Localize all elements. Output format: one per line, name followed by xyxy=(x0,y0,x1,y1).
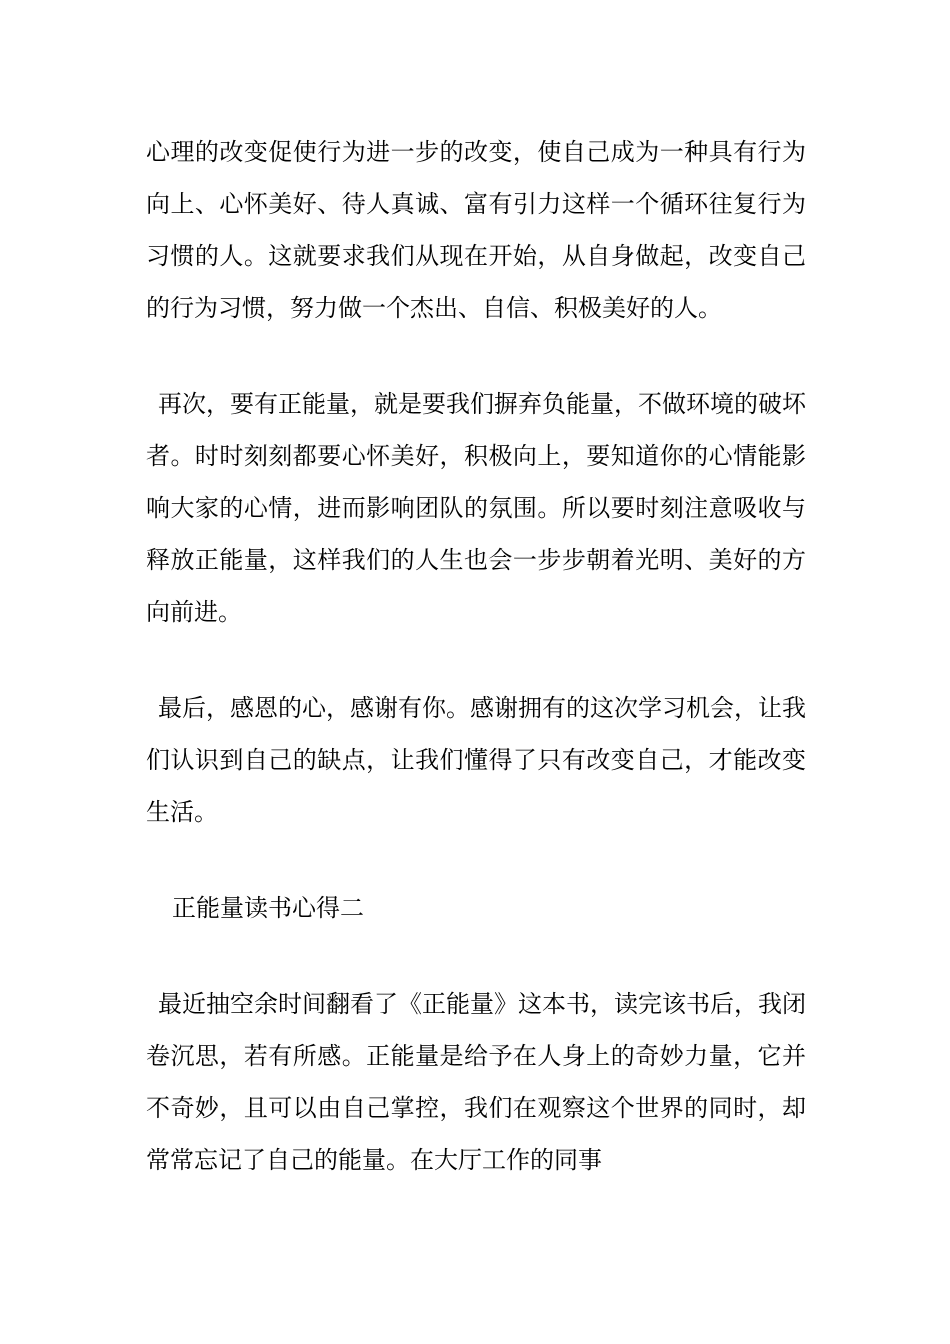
paragraph-spacer xyxy=(146,334,806,378)
paragraph-positive-energy: 再次，要有正能量，就是要我们摒弃负能量，不做环境的破坏者。时时刻刻都要心怀美好，积极向上，要知道你的心情能影响大家的心情，进而影响团队的氛围。所以要时刻注意吸收与释放正能量，这样我们的人生也会一步步朝着光明、美好的方向前进。 xyxy=(146,390,806,626)
paragraph-spacer xyxy=(146,934,806,978)
paragraph-spacer xyxy=(146,638,806,682)
paragraph-behavior-change: 心理的改变促使行为进一步的改变，使自己成为一种具有行为向上、心怀美好、待人真诚、富有引力这样一个循环往复行为习惯的人。这就要求我们从现在开始，从自身做起，改变自己的行为习惯，努力做一个杰出、自信、积极美好的人。 xyxy=(146,138,806,322)
paragraph-gratitude: 最后，感恩的心，感谢有你。感谢拥有的这次学习机会，让我们认识到自己的缺点，让我们懂得了只有改变自己，才能改变生活。 xyxy=(146,694,806,826)
document-body xyxy=(146,126,806,1186)
paragraph-book-reflection: 最近抽空余时间翻看了《正能量》这本书，读完该书后，我闭卷沉思，若有所感。正能量是给予在人身上的奇妙力量，它并不奇妙，且可以由自己掌控，我们在观察这个世界的同时，却常常忘记了自己的能量。在大厅工作的同事 xyxy=(146,990,806,1174)
paragraph-spacer xyxy=(146,838,806,882)
section-heading: 正能量读书心得二 xyxy=(172,894,364,922)
